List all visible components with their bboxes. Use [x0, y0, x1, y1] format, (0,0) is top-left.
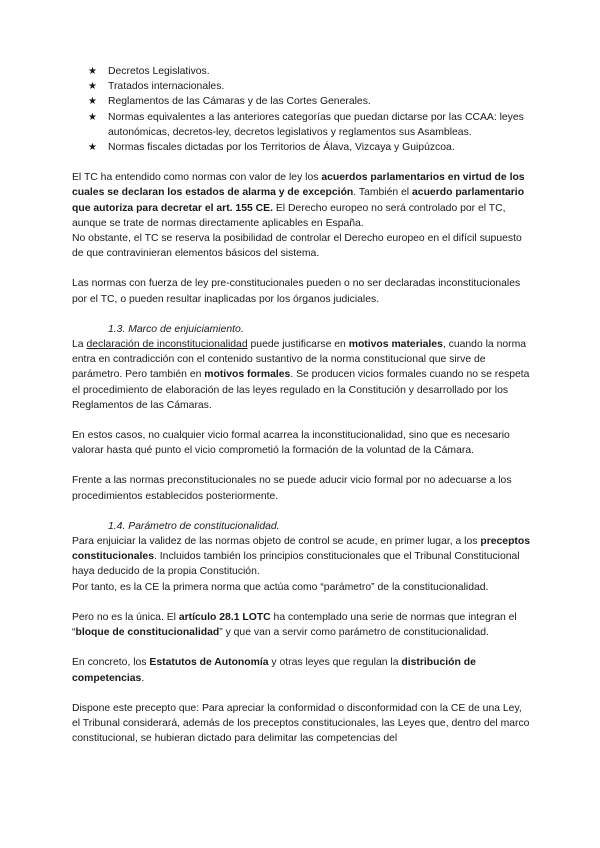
list-item: ★ Tratados internacionales. [72, 79, 532, 94]
paragraph-motivos: La declaración de inconstitucionalidad puede justificarse en motivos materiales, cuando la norma entra en contradicción con el contenido sustantivo de la norma constitucional que sirve de parámetro. Pero también en motivos formales. Se producen vicios formales cuando no se respeta el procedimiento de elaboración de las leyes regulado en la Constitución y desarrollado por los Reglamentos de las Cámaras. [72, 339, 530, 411]
list-item: ★ Reglamentos de las Cámaras y de las Cortes Generales. [72, 94, 532, 109]
list-item: ★ Normas fiscales dictadas por los Territorios de Álava, Vizcaya y Guipúzcoa. [72, 140, 532, 155]
section-heading-1-3: 1.3. Marco de enjuiciamiento. [108, 323, 244, 335]
list-item: ★ Decretos Legislativos. [72, 64, 532, 79]
list-item: ★ Normas equivalentes a las anteriores categorías que puedan dictarse por las CCAA: leyes autonómicas, decretos-ley, decretos legislativos y reglamentos sus Asambleas. [88, 111, 524, 138]
paragraph-preconstitucionales: Las normas con fuerza de ley pre-constitucionales pueden o no ser declaradas inconstitucionales por el TC, o pueden resultar inaplicadas por los órganos judiciales. [72, 278, 521, 305]
paragraph-parametro: Por tanto, es la CE la primera norma que actúa como “parámetro” de la constitucionalidad. [72, 581, 489, 593]
paragraph-estatutos: En concreto, los Estatutos de Autonomía y otras leyes que regulan la distribución de competencias. [72, 657, 476, 684]
paragraph-normas-preconstitucionales: Frente a las normas preconstitucionales no se puede aducir vicio formal por no adecuarse a los procedimientos establecidos posteriormente. [72, 475, 512, 502]
star-bullet-icon: ★ [88, 96, 97, 108]
paragraph-derecho-europeo: No obstante, el TC se reserva la posibilidad de controlar el Derecho europeo en el difícil supuesto de que contravinieran elementos básicos del sistema. [72, 233, 522, 260]
norms-list [72, 64, 532, 155]
section-heading-1-4: 1.4. Parámetro de constitucionalidad. [108, 520, 280, 532]
paragraph-vicio-formal: En estos casos, no cualquier vicio formal acarrea la inconstitucionalidad, sino que es necesario valorar hasta qué punto el vicio comprometió la formación de la voluntad de la Cámara. [72, 430, 510, 457]
paragraph-tc-acuerdos: El TC ha entendido como normas con valor de ley los acuerdos parlamentarios en virtud de los cuales se declaran los estados de alarma y de excepción. También el acuerdo parlamentario que autoriza para decretar el art. 155 CE. El Derecho europeo no será controlado por el TC, aunque se trate de normas directamente aplicables en España. [72, 172, 525, 229]
paragraph-bloque: Pero no es la única. El artículo 28.1 LOTC ha contemplado una serie de normas que integran el “bloque de constitucionalidad” y que van a servir como parámetro de constitucionalidad. [72, 611, 517, 639]
star-bullet-icon: ★ [88, 111, 97, 123]
star-bullet-icon: ★ [88, 142, 97, 154]
star-bullet-icon: ★ [88, 66, 97, 77]
paragraph-preceptos: Para enjuiciar la validez de las normas objeto de control se acude, en primer lugar, a los preceptos constitucionales. Incluidos también los principios constitucionales que el Tribunal Constitucional haya deducido de la propia Constitución. [72, 536, 531, 578]
star-bullet-icon: ★ [88, 81, 97, 93]
paragraph-dispone: Dispone este precepto que: Para apreciar la conformidad o disconformidad con la CE de una Ley, el Tribunal considerará, además de los preceptos constitucionales, las Leyes que, dentro del marco constitucional, se hubieran dictado para delimitar las competencias del [72, 702, 530, 745]
document-page [72, 64, 532, 746]
